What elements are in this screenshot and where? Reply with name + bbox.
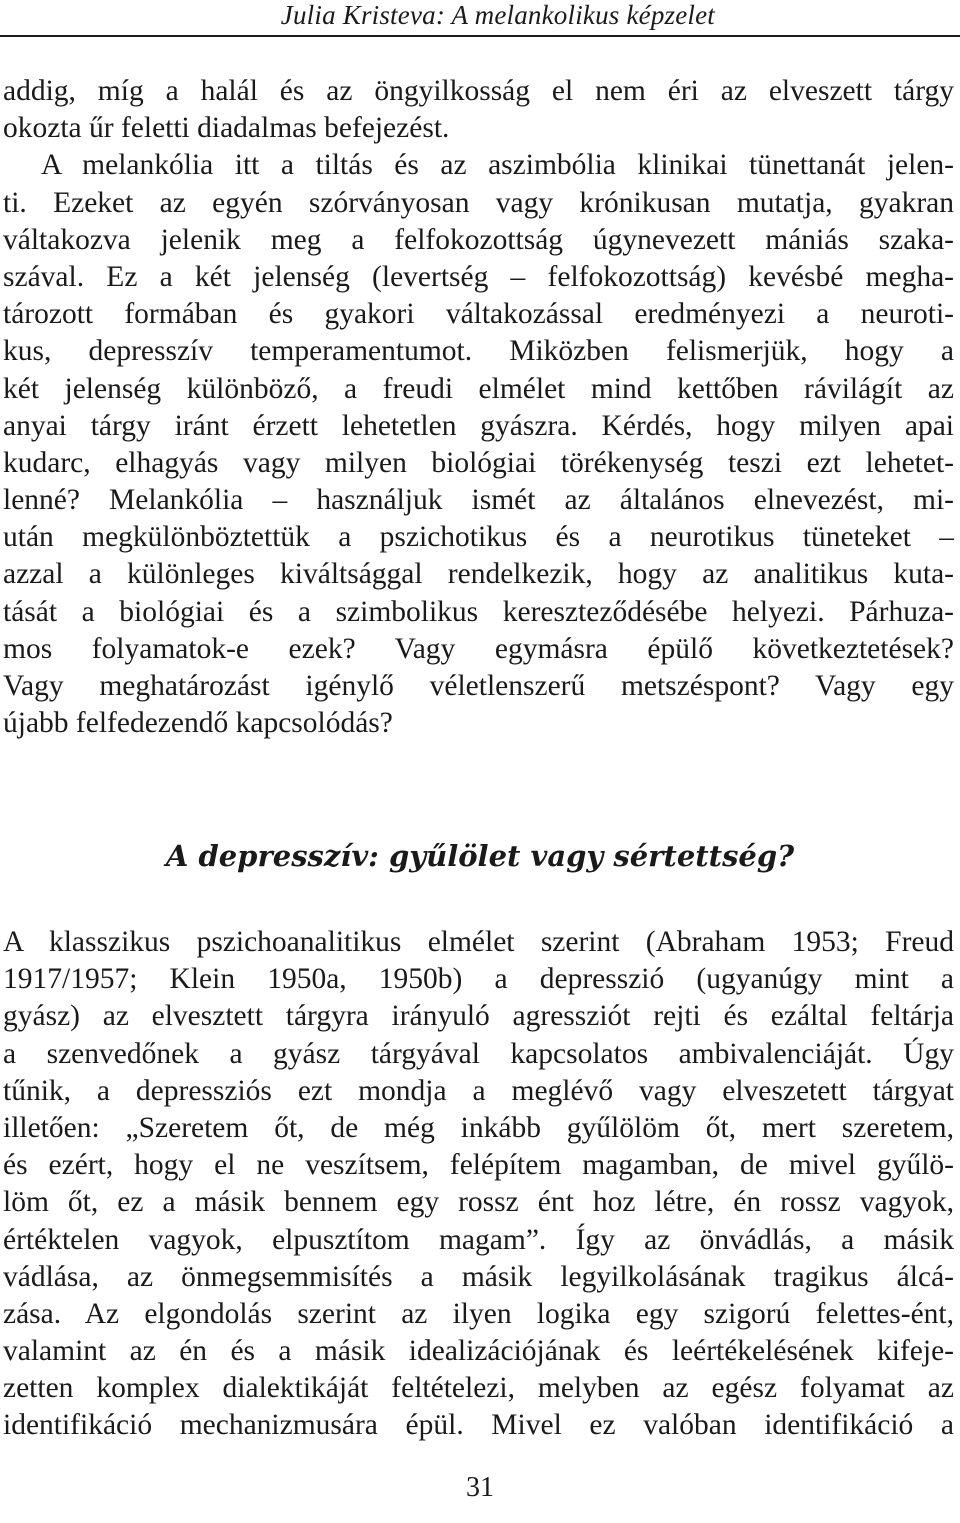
text-line: váltakozva jelenik meg a felfokozottság úgynevezett mániás szaka- — [3, 223, 954, 256]
text-line: a szenvedőnek a gyász tárgyával kapcsolatos ambivalenciáját. Úgy — [3, 1037, 954, 1070]
text-line: valamint az én és a másik idealizációjának és leértékelésének kifeje- — [3, 1335, 954, 1368]
text-line: tását a biológiai és a szimbolikus kereszteződésébe helyezi. Párhuza- — [3, 595, 954, 628]
text-line: zása. Az elgondolás szerint az ilyen logika egy szigorú felettes-ént, — [3, 1297, 954, 1330]
page-number: 31 — [466, 1472, 494, 1503]
paragraph-2 — [3, 924, 954, 1445]
text-line: vádlása, az önmegsemmisítés a másik legyilkolásának tragikus álcá- — [3, 1260, 954, 1293]
text-line: tűnik, a depressziós ezt mondja a meglévő vagy elveszetett tárgyat — [3, 1074, 954, 1107]
text-line: kus, depresszív temperamentumot. Miközben felismerjük, hogy a — [3, 335, 954, 368]
text-line: szával. Ez a két jelenség (levertség – felfokozottság) kevésbé megha- — [3, 260, 954, 293]
text-line: identifikáció mechanizmusára épül. Mivel ez valóban identifikáció a — [3, 1409, 954, 1442]
text-line: löm őt, ez a másik bennem egy rossz ént hoz létre, én rossz vagyok, — [3, 1186, 954, 1219]
text-line: mos folyamatok-e ezek? Vagy egymásra épülő következtetések? — [3, 632, 954, 665]
text-line: után megkülönböztettük a pszichotikus és a neurotikus tüneteket – — [3, 521, 954, 554]
text-line: addig, míg a halál és az öngyilkosság el nem éri az elveszett tárgy — [3, 75, 954, 107]
section-heading: A depresszív: gyűlölet vagy sértettség? — [165, 839, 795, 873]
text-line: zetten komplex dialektikáját feltételezi, melyben az egész folyamat az — [3, 1372, 954, 1405]
paragraph-1 — [3, 73, 954, 742]
text-line: újabb felfedezendő kapcsolódás? — [3, 707, 393, 740]
text-line: két jelenség különböző, a freudi elmélet mind kettőben rávilágít az — [3, 372, 954, 405]
running-head-title: Julia Kristeva: A melankolikus képzelet — [280, 0, 715, 30]
text-line: kudarc, elhagyás vagy milyen biológiai törékenység teszi ezt lehetet- — [3, 446, 954, 479]
header-rule — [0, 35, 960, 37]
text-line: gyász) az elvesztett tárgyra irányuló agressziót rejti és ezáltal feltárja — [3, 1000, 954, 1033]
text-line: és ezért, hogy el ne veszítsem, felépítem magamban, de mivel gyűlö- — [3, 1149, 954, 1182]
text-line: okozta űr feletti diadalmas befejezést. — [3, 112, 450, 145]
text-line: azzal a különleges kiváltsággal rendelkezik, hogy az analitikus kuta- — [3, 558, 954, 591]
text-line: értéktelen vagyok, elpusztítom magam”. Így az önvádlás, a másik — [3, 1223, 954, 1256]
text-line: anyai tárgy iránt érzett lehetetlen gyászra. Kérdés, hogy milyen apai — [3, 409, 954, 442]
text-line: Vagy meghatározást igénylő véletlenszerű metszéspont? Vagy egy — [3, 670, 954, 702]
text-line: illetően: „Szeretem őt, de még inkább gyűlölöm őt, mert szeretem, — [3, 1111, 954, 1144]
text-line: A klasszikus pszichoanalitikus elmélet szerint (Abraham 1953; Freud — [3, 926, 954, 958]
text-line: A melankólia itt a tiltás és az aszimbólia klinikai tünettanát jelen- — [41, 149, 954, 182]
text-line: 1917/1957; Klein 1950a, 1950b) a depresszió (ugyanúgy mint a — [3, 963, 954, 996]
text-line: ti. Ezeket az egyén szórványosan vagy krónikusan mutatja, gyakran — [3, 186, 954, 219]
text-line: tározott formában és gyakori váltakozással eredményezi a neuroti- — [3, 298, 954, 331]
text-line: lenné? Melankólia – használjuk ismét az általános elnevezést, mi- — [3, 484, 954, 517]
